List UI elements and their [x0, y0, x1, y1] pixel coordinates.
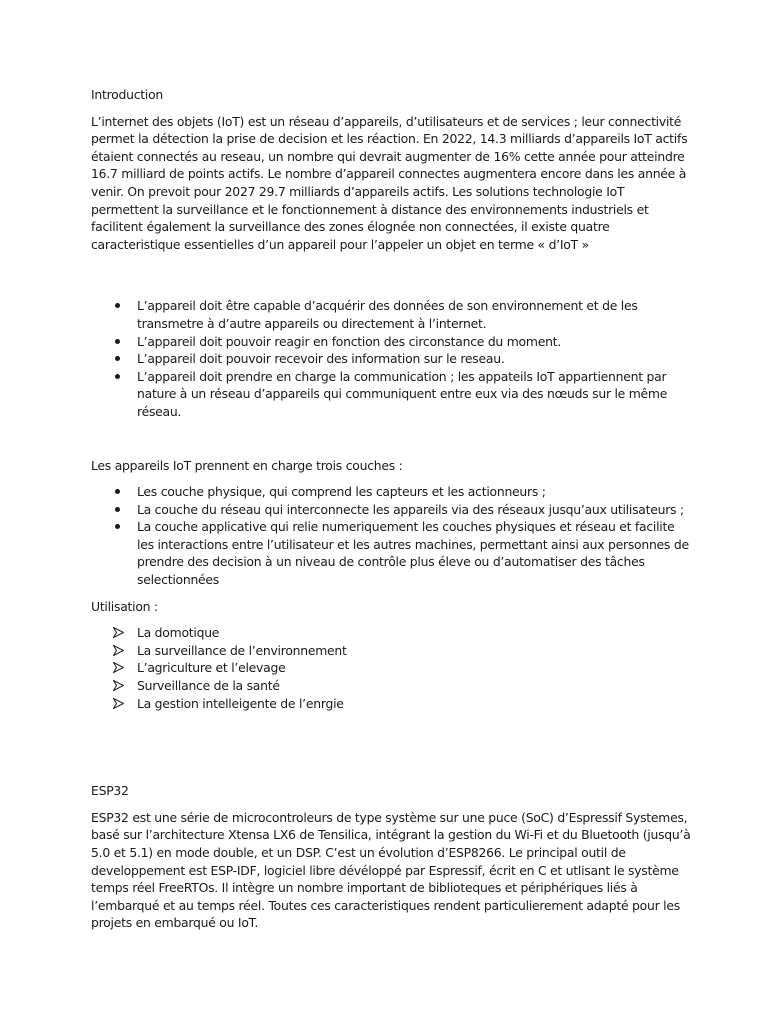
list-item-text: La couche du réseau qui interconnecte les appareils via des réseaux jusqu’aux utilisateurs ; [137, 501, 684, 517]
list-item-text: La gestion intelleigente de l’enrgie [137, 695, 344, 711]
layers-list [91, 483, 691, 589]
list-item [91, 659, 691, 677]
intro-paragraph: L’internet des objets (IoT) est un réseau d’appareils, d’utilisateurs et de services ; leur connectivité permet la détection la prise de decision et les réaction. En 2022, 14.3 milliards d’appareils IoT actifs étaient connectés au reseau, un nombre qui devrait augmenter de 16% cette année pour atteindre 16.7 milliard de points actifs. Le nombre d’appareil connectes augmentera encore dans les année à venir. On prevoit pour 2027 29.7 milliards d’appareils actifs. Les solutions technologie IoT permettent la surveillance et le fonctionnement à distance des environnements industriels et facilitent également la surveillance des zones élognée non connectées, il existe quatre caracteristique essentielles d’un appareil pour l’appeler un objet en terme « d’IoT » [91, 113, 688, 252]
arrowhead-bullet-icon [113, 698, 124, 709]
list-item [91, 483, 691, 501]
list-item [91, 368, 691, 421]
list-item [91, 333, 691, 351]
spacer [91, 589, 691, 598]
list-item-text: L’agriculture et l’elevage [137, 660, 286, 676]
list-item [91, 624, 691, 642]
bullet-dot-icon [115, 303, 120, 308]
list-item-text: La couche applicative qui relie numeriquement les couches physiques et réseau et facilite les interactions entre l’utilisateur et les autres machines, permettant ainsi aux personnes de prendre des decision à un niveau de contrôle plus éleve ou d’automatiser des tâches selectionnées [137, 519, 689, 588]
list-item [91, 642, 691, 660]
esp32-paragraph: ESP32 est une série de microcontroleurs de type système sur une puce (SoC) d’Espressif Systemes, basé sur l’architecture Xtensa LX6 de Tensilica, intégrant la gestion du Wi-Fi et du Bluetooth (jusqu’à 5.0 et 5.1) en mode double, et un DSP. C’est un évolution d’ESP8266. Le principal outil de developpement est ESP-IDF, logiciel libre dévéloppé par Espressif, écrit en C et utlisant le système temps réel FreeRTOs. Il intègre un nombre important de biblioteques et périphériques liés à l’embarqué et au temps réel. Toutes ces caracteristiques rendent particulierement adapté pour les projets en embarqué ou IoT. [91, 809, 691, 931]
list-item [91, 501, 691, 519]
intro-heading: Introduction [91, 87, 164, 102]
usage-list [91, 624, 691, 712]
list-item-text: L’appareil doit pouvoir reagir en fonction des circonstance du moment. [137, 333, 561, 349]
characteristics-list [91, 297, 691, 420]
bullet-dot-icon [115, 374, 120, 379]
usage-heading: Utilisation : [91, 598, 158, 614]
spacer [91, 712, 691, 782]
arrowhead-bullet-icon [113, 680, 124, 691]
list-item [91, 297, 691, 332]
list-item-text: L’appareil doit prendre en charge la communication ; les appateils IoT appartiennent par nature à un réseau d’appareils qui communiquent entre eux via des nœuds sur le même réseau. [137, 368, 668, 419]
arrowhead-bullet-icon [113, 627, 124, 638]
list-item-text: Surveillance de la santé [137, 678, 280, 694]
bullet-dot-icon [115, 356, 120, 361]
list-item [91, 518, 691, 588]
list-item [91, 350, 691, 368]
spacer [91, 421, 691, 457]
arrowhead-bullet-icon [113, 645, 124, 656]
bullet-dot-icon [115, 524, 120, 529]
layers-intro: Les appareils IoT prennent en charge trois couches : [91, 457, 403, 473]
bullet-dot-icon [115, 339, 120, 344]
esp32-heading: ESP32 [91, 783, 129, 799]
list-item-text: L’appareil doit être capable d’acquérir des données de son environnement et de les transmetre à d’autre appareils ou directement à l’internet. [137, 298, 638, 331]
list-item [91, 677, 691, 695]
list-item-text: La surveillance de l’environnement [137, 642, 347, 658]
bullet-dot-icon [115, 489, 120, 494]
bullet-dot-icon [115, 507, 120, 512]
list-item-text: L’appareil doit pouvoir recevoir des information sur le reseau. [137, 351, 505, 367]
arrowhead-bullet-icon [113, 662, 124, 673]
list-item [91, 695, 691, 713]
spacer [91, 253, 691, 297]
document-page [91, 86, 691, 932]
list-item-text: Les couche physique, qui comprend les capteurs et les actionneurs ; [137, 484, 546, 500]
list-item-text: La domotique [137, 625, 220, 641]
